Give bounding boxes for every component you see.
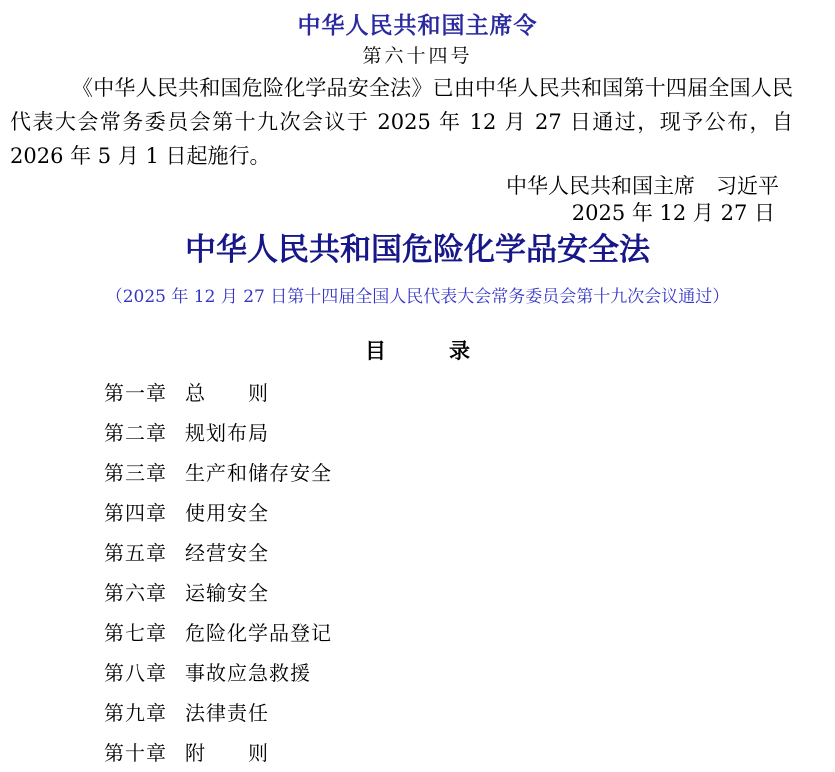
signature-line: 中华人民共和国主席 习近平 [506,174,779,198]
toc-chapter-number: 第三章 [104,460,167,485]
toc-chapter-number: 第二章 [104,420,167,445]
toc-item-chapter-8 [104,651,835,691]
toc-item-chapter-3 [104,451,835,491]
toc-chapter-number: 第四章 [104,500,167,525]
toc-item-chapter-5 [104,531,835,571]
toc-chapter-number: 第九章 [104,700,167,725]
toc-item-chapter-4 [104,491,835,531]
toc-item-chapter-10 [104,731,835,771]
toc-chapter-number: 第八章 [104,660,167,685]
toc-heading: 目 录 [365,338,470,363]
signature-date: 2025 年 12 月 27 日 [571,201,775,225]
toc-chapter-title: 危险化学品登记 [185,620,332,645]
toc-chapter-title: 使用安全 [185,500,269,525]
decree-body-paragraph: 《中华人民共和国危险化学品安全法》已由中华人民共和国第十四届全国人民代表大会常务委员会第十九次会议于 2025 年 12 月 27 日通过，现予公布，自 2026 年 5 月 1 日起施行。 [10,76,793,168]
toc-chapter-title: 运输安全 [185,580,269,605]
toc-item-chapter-9 [104,691,835,731]
toc-chapter-number: 第十章 [104,740,167,765]
toc-chapter-number: 第六章 [104,580,167,605]
toc-chapter-title: 附 则 [185,740,269,765]
toc-item-chapter-2 [104,411,835,451]
toc-item-chapter-1 [104,371,835,411]
law-subtitle: （2025 年 12 月 27 日第十四届全国人民代表大会常务委员会第十九次会议通过） [105,287,730,307]
toc-chapter-number: 第七章 [104,620,167,645]
toc-list [104,371,835,771]
toc-chapter-title: 总 则 [185,380,269,405]
decree-title: 中华人民共和国主席令 [297,13,538,39]
toc-chapter-title: 生产和储存安全 [185,460,332,485]
toc-chapter-title: 事故应急救援 [185,660,311,685]
toc-chapter-number: 第一章 [104,380,167,405]
toc-item-chapter-6 [104,571,835,611]
decree-number: 第六十四号 [362,45,473,67]
toc-chapter-title: 规划布局 [185,420,269,445]
toc-item-chapter-7 [104,611,835,651]
toc-chapter-title: 经营安全 [185,540,269,565]
toc-chapter-number: 第五章 [104,540,167,565]
law-title: 中华人民共和国危险化学品安全法 [185,232,650,268]
toc-chapter-title: 法律责任 [185,700,269,725]
